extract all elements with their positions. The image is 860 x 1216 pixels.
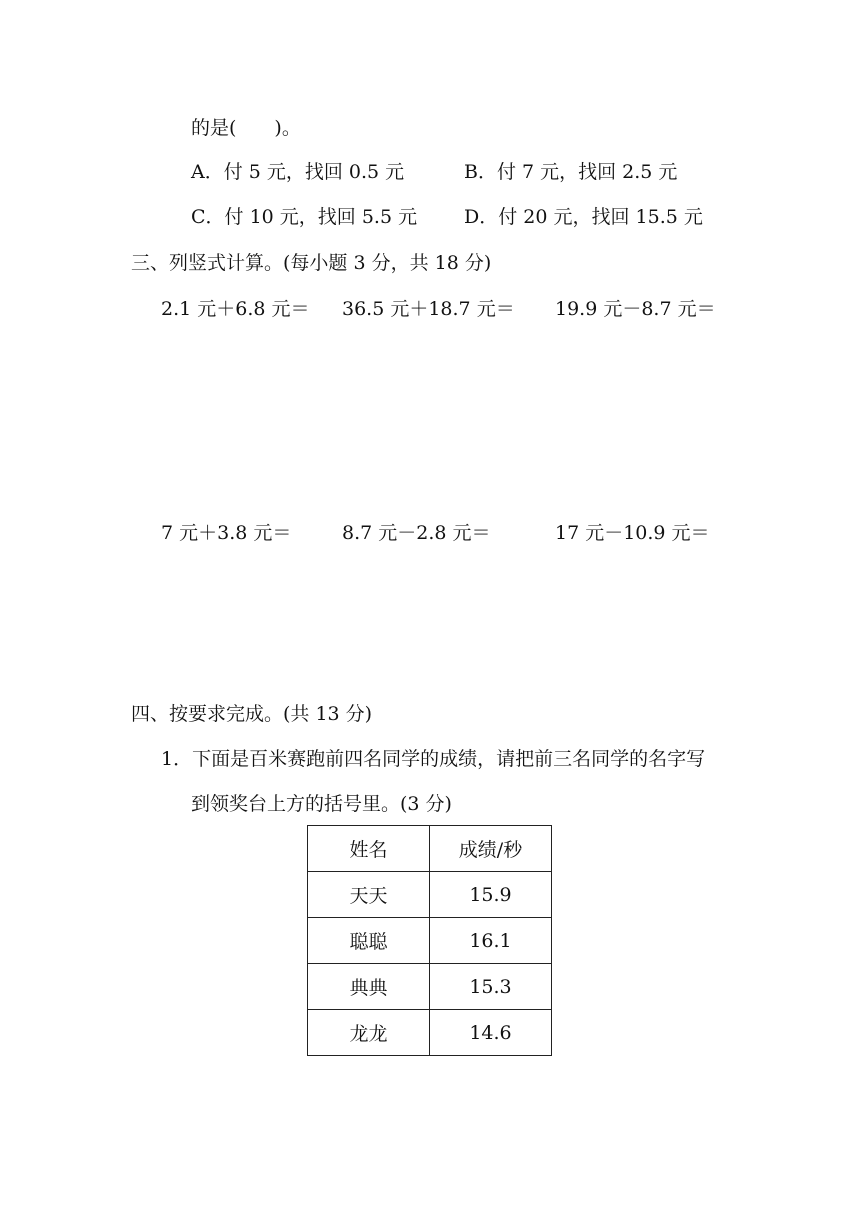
table-row [308,872,552,918]
calc-problem-6: 17 元－10.9 元＝ [555,522,710,544]
section4-heading: 四、按要求完成。(共 13 分) [131,703,373,725]
table-header-row [308,826,552,872]
question-stem-end: 的是( )。 [191,117,301,139]
question1-line2: 到领奖台上方的括号里。(3 分) [191,793,452,815]
header-time: 成绩/秒 [430,826,552,872]
cell-time: 15.3 [430,964,552,1010]
cell-name: 龙龙 [308,1010,430,1056]
table-row [308,918,552,964]
cell-name: 天天 [308,872,430,918]
calc-problem-2: 36.5 元＋18.7 元＝ [342,298,515,320]
cell-name: 典典 [308,964,430,1010]
calc-problem-5: 8.7 元－2.8 元＝ [342,522,491,544]
cell-name: 聪聪 [308,918,430,964]
race-results-table [307,825,552,1056]
calc-problem-3: 19.9 元－8.7 元＝ [555,298,716,320]
calc-problem-4: 7 元＋3.8 元＝ [161,522,292,544]
cell-time: 15.9 [430,872,552,918]
header-name: 姓名 [308,826,430,872]
option-b: B．付 7 元，找回 2.5 元 [464,161,678,183]
question1-line1: 1．下面是百米赛跑前四名同学的成绩，请把前三名同学的名字写 [161,748,706,770]
option-a: A．付 5 元，找回 0.5 元 [191,161,405,183]
table-row [308,964,552,1010]
table-row [308,1010,552,1056]
section3-heading: 三、列竖式计算。(每小题 3 分，共 18 分) [131,252,492,274]
cell-time: 16.1 [430,918,552,964]
option-c: C．付 10 元，找回 5.5 元 [191,206,418,228]
calc-problem-1: 2.1 元＋6.8 元＝ [161,298,310,320]
cell-time: 14.6 [430,1010,552,1056]
option-d: D．付 20 元，找回 15.5 元 [464,206,703,228]
